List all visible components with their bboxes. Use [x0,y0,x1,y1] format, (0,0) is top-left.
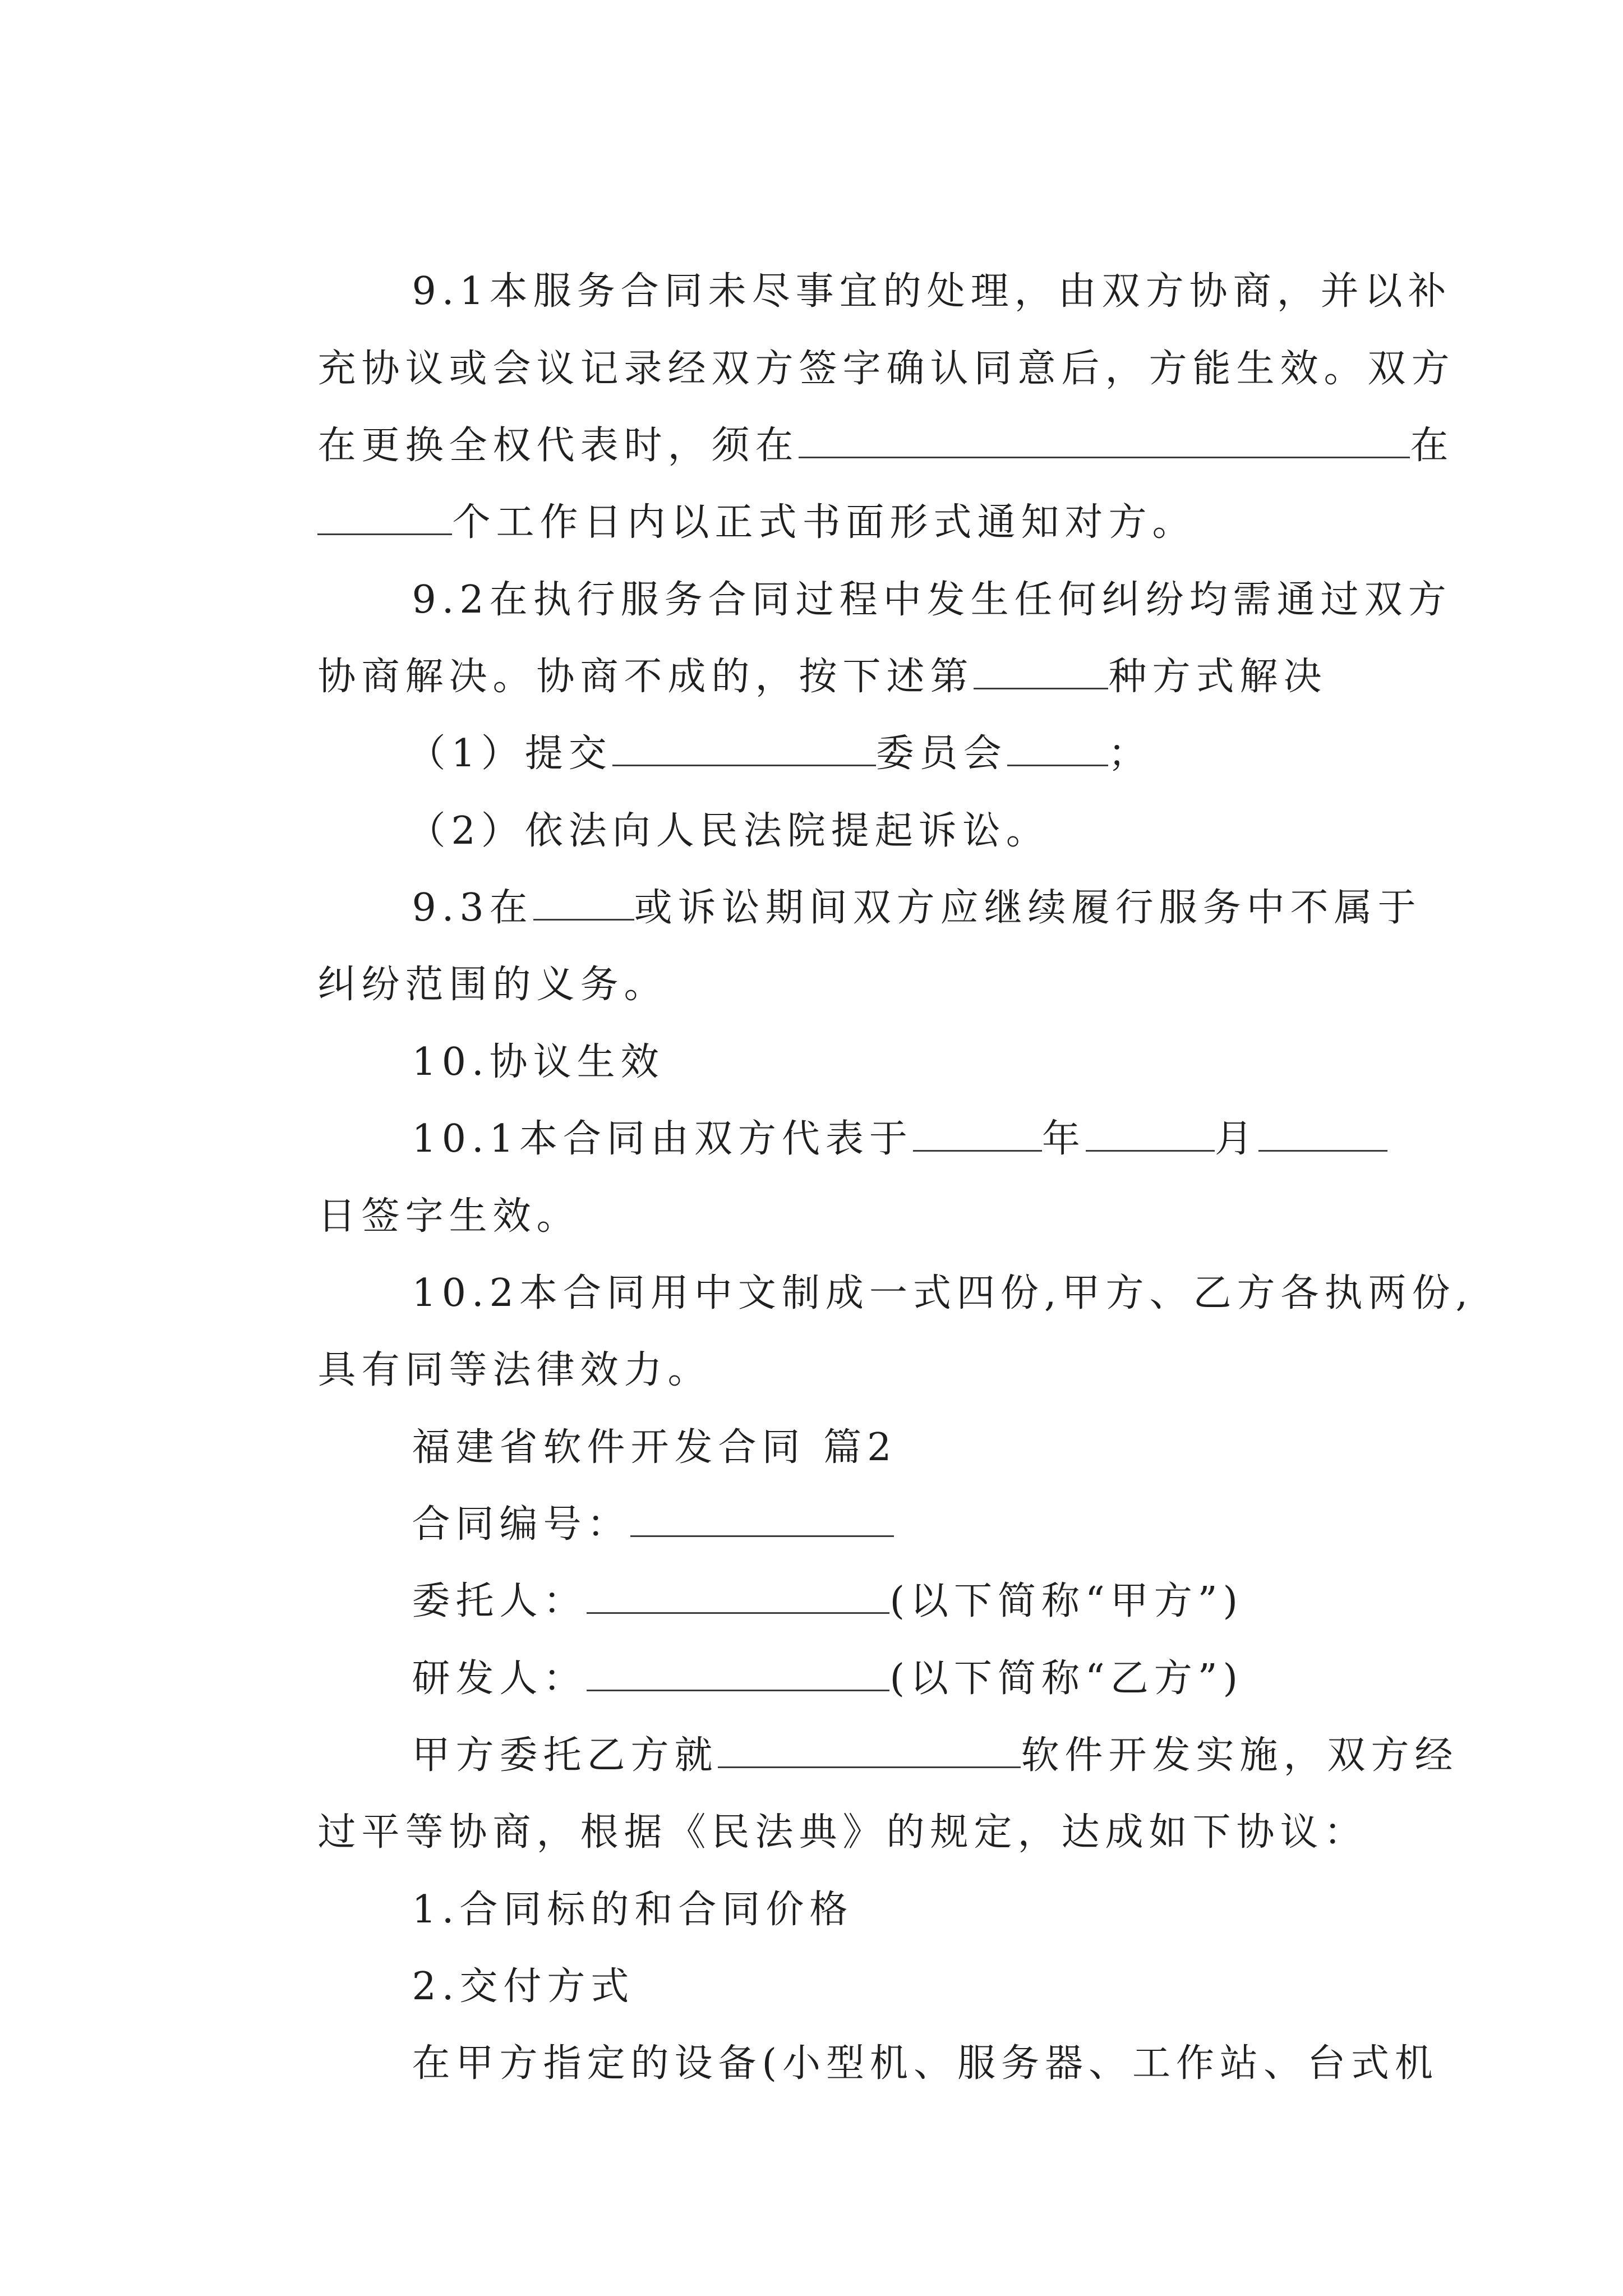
text-run: 10.1本合同由双方代表于 [412,1117,913,1161]
text-run: 纠纷范围的义务。 [317,963,668,1007]
text-run: 日签字生效。 [317,1194,580,1239]
paragraph-line [341,1988,1438,2139]
text-run: 过平等协商，根据《民法典》的规定，达成如下协议： [317,1810,1368,1855]
fill-in-blank[interactable] [1258,1115,1387,1152]
text-run: 种方式解决 [1108,655,1327,699]
text-run: 2.交付方式 [412,1964,635,2009]
text-run: (以下简称“乙方”) [889,1657,1244,1701]
text-run: 具有同等法律效力。 [317,1348,712,1392]
text-run: 委托人： [412,1579,587,1623]
text-run: （2）依法向人民法院提起诉讼。 [407,809,1050,853]
text-run: ； [1108,731,1152,776]
text-run: 10.协议生效 [412,1040,665,1084]
text-run: （1）提交 [407,731,612,776]
text-run: 研发人： [412,1657,587,1701]
text-run: 1.合同标的和合同价格 [412,1888,854,1932]
text-run: 在甲方指定的设备(小型机、服务器、工作站、台式机 [412,2041,1438,2086]
text-run: 9.1本服务合同未尽事宜的处理，由双方协商，并以补 [412,269,1452,314]
text-run: 合同编号： [412,1502,631,1547]
text-run: 9.3在 [412,886,533,930]
text-run: 10.2本合同用中文制成一式四份,甲方、乙方各执两份, [412,1271,1474,1315]
text-run: 福建省软件开发合同 篇2 [412,1425,897,1470]
text-run: 9.2在执行服务合同过程中发生任何纠纷均需通过双方 [412,578,1452,622]
text-run: 在更换全权代表时，须在 [317,424,799,468]
text-run: 协商解决。协商不成的，按下述第 [317,655,974,699]
text-run: 在 [1410,424,1454,468]
text-run: (以下简称“甲方”) [889,1579,1244,1623]
text-run: 软件开发实施，双方经 [1021,1733,1459,1778]
text-run: 充协议或会议记录经双方签字确认同意后，方能生效。双方 [317,347,1455,391]
text-run: 月 [1214,1117,1258,1161]
fill-in-blank[interactable] [1086,1115,1215,1152]
text-run: 甲方委托乙方就 [412,1733,718,1778]
text-run: 个工作日内以正式书面形式通知对方。 [452,500,1196,545]
text-run: 或诉讼期间双方应继续履行服务中不属于 [634,886,1422,930]
text-run: 年 [1041,1117,1086,1161]
text-run: 委员会 [875,731,1007,776]
fill-in-blank[interactable] [913,1115,1042,1152]
